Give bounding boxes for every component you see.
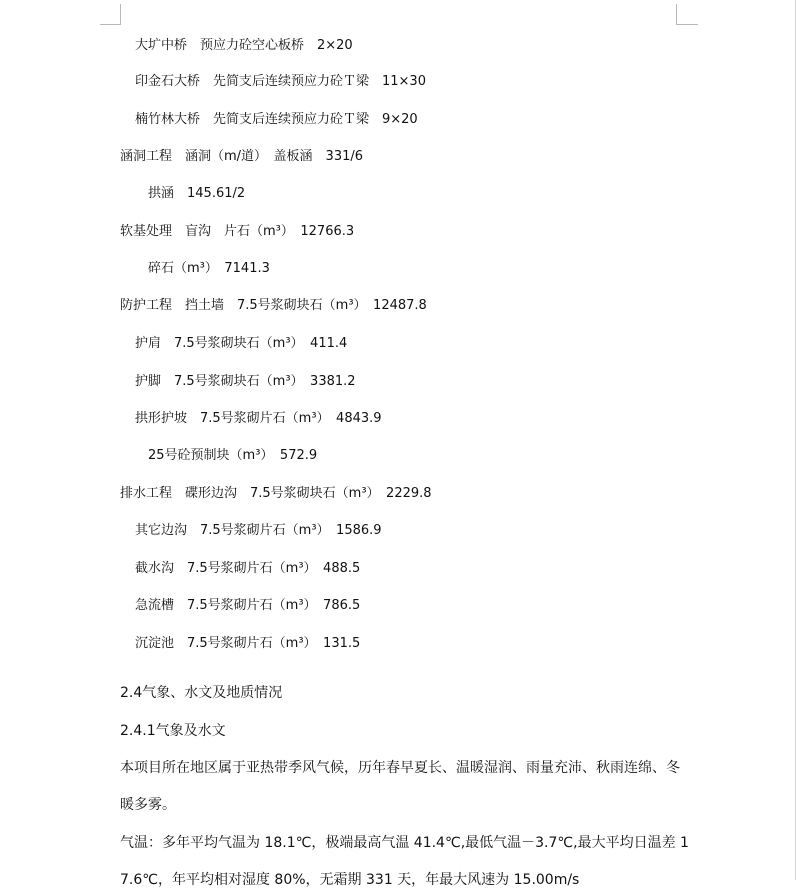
crop-mark-left-h bbox=[100, 24, 121, 25]
paragraph-line: 本项目所在地区属于亚热带季风气候，历年春早夏长、温暖湿润、雨量充沛、秋雨连绵、冬 bbox=[120, 760, 680, 776]
text-line: 拱涵 145.61/2 bbox=[148, 186, 246, 201]
text-line: 印金石大桥 先简支后连续预应力砼Ｔ梁 11×30 bbox=[135, 74, 426, 89]
text-line: 护肩 7.5号浆砌块石（m³） 411.4 bbox=[135, 336, 348, 351]
text-line: 截水沟 7.5号浆砌片石（m³） 488.5 bbox=[135, 561, 361, 576]
text-line: 排水工程 碟形边沟 7.5号浆砌块石（m³） 2229.8 bbox=[120, 486, 432, 501]
subsection-heading: 2.4.1气象及水文 bbox=[120, 723, 226, 739]
text-line: 大圹中桥 预应力砼空心板桥 2×20 bbox=[135, 38, 353, 53]
text-line: 软基处理 盲沟 片石（m³） 12766.3 bbox=[120, 224, 355, 239]
page-edge bbox=[795, 0, 796, 880]
text-line: 碎石（m³） 7141.3 bbox=[148, 261, 270, 276]
text-line: 其它边沟 7.5号浆砌片石（m³） 1586.9 bbox=[135, 523, 382, 538]
paragraph-line: 7.6℃，年平均相对湿度 80%，无霜期 331 天，年最大风速为 15.00m/s bbox=[120, 872, 580, 888]
text-line: 急流槽 7.5号浆砌片石（m³） 786.5 bbox=[135, 598, 361, 613]
text-line: 防护工程 挡土墙 7.5号浆砌块石（m³） 12487.8 bbox=[120, 298, 427, 313]
text-line: 25号砼预制块（m³） 572.9 bbox=[148, 448, 318, 463]
text-line: 涵洞工程 涵洞（m/道） 盖板涵 331/6 bbox=[120, 149, 364, 164]
paragraph-line: 暖多雾。 bbox=[120, 797, 176, 813]
crop-mark-left-v bbox=[120, 4, 121, 24]
crop-mark-right-h bbox=[676, 24, 698, 25]
text-line: 拱形护坡 7.5号浆砌片石（m³） 4843.9 bbox=[135, 411, 382, 426]
text-line: 楠竹林大桥 先简支后连续预应力砼Ｔ梁 9×20 bbox=[135, 112, 418, 127]
section-heading: 2.4气象、水文及地质情况 bbox=[120, 685, 283, 701]
crop-mark-right-v bbox=[676, 4, 677, 24]
text-line: 护脚 7.5号浆砌块石（m³） 3381.2 bbox=[135, 374, 356, 389]
paragraph-line: 气温：多年平均气温为 18.1℃，极端最高气温 41.4℃,最低气温－3.7℃,最大平均日温差 1 bbox=[120, 835, 689, 851]
text-line: 沉淀池 7.5号浆砌片石（m³） 131.5 bbox=[135, 636, 361, 651]
